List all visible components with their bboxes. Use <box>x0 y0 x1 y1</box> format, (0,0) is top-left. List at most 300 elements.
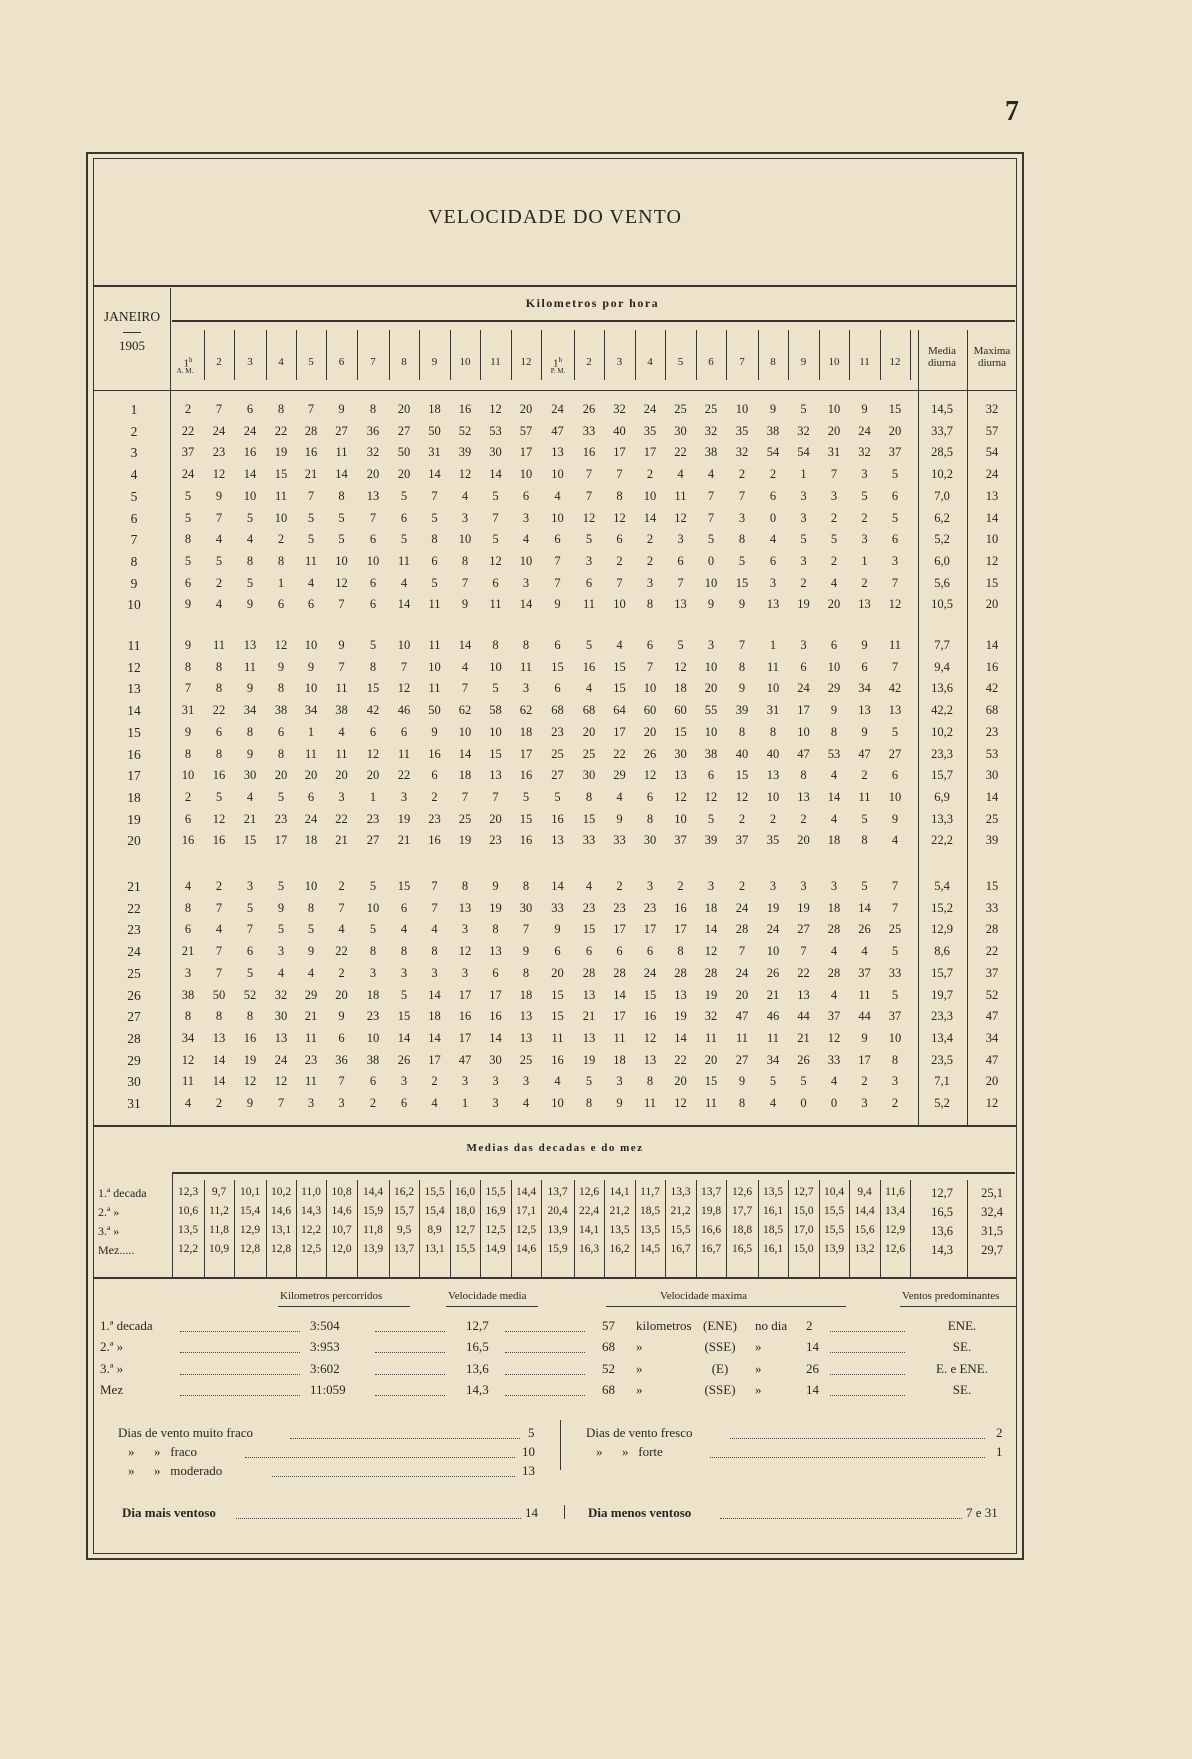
hourly-value: 8 <box>585 789 593 804</box>
hourly-value: 24 <box>274 1052 288 1067</box>
hourly-value: 5 <box>492 488 499 503</box>
hourly-value: 28 <box>735 922 749 937</box>
decade-hour-value: 13,5 <box>609 1224 630 1236</box>
hourly-value: 16 <box>428 833 441 848</box>
hourly-value: 30 <box>674 746 687 761</box>
hourly-value: 5 <box>338 510 345 525</box>
hourly-value: 18 <box>827 833 841 848</box>
hourly-value: 47 <box>797 746 810 761</box>
hourly-value: 35 <box>766 833 780 848</box>
hourly-value: 47 <box>551 423 564 438</box>
hourly-value: 9 <box>338 402 345 416</box>
summary-max: 68 <box>602 1382 615 1397</box>
hourly-value: 7 <box>215 944 223 959</box>
hourly-value: 12 <box>674 1096 687 1110</box>
kph-header: Kilometros por hora <box>525 296 660 310</box>
hourly-value: 37 <box>674 833 687 848</box>
hourly-value: 12 <box>212 467 226 482</box>
decade-hour-value: 13,9 <box>547 1224 568 1236</box>
decade-hour-value: 18,0 <box>454 1205 476 1217</box>
decade-hour-value: 12,6 <box>884 1243 906 1255</box>
hourly-value: 12 <box>335 575 348 590</box>
hourly-value: 31 <box>766 703 780 718</box>
summary-km: 3:504 <box>310 1318 340 1333</box>
hourly-value: 6 <box>646 638 654 652</box>
hourly-value: 6 <box>554 532 561 547</box>
hourly-value: 8 <box>800 768 807 783</box>
decade-hour-value: 13,7 <box>393 1243 415 1255</box>
hourly-value: 16 <box>674 900 687 915</box>
hour-col-rule <box>389 330 390 380</box>
hourly-value: 25 <box>674 402 687 416</box>
hourly-value: 5 <box>215 789 223 804</box>
hourly-value: 20 <box>274 768 288 783</box>
hourly-value: 13 <box>489 944 502 959</box>
summary-unit: » <box>636 1382 643 1397</box>
hourly-value: 27 <box>888 746 902 761</box>
decade-hour-value: 17,1 <box>515 1205 537 1217</box>
decade-hour-value: 15,0 <box>793 1205 814 1217</box>
decade-hour-value: 15,5 <box>823 1224 845 1236</box>
dias-forte-label: » » forte <box>596 1444 663 1459</box>
hourly-value: 16 <box>458 402 472 416</box>
hourly-value: 15 <box>613 681 626 696</box>
decade-hour-value: 13,9 <box>362 1243 384 1255</box>
maxima-value: 47 <box>985 1052 999 1067</box>
hourly-value: 53 <box>827 746 841 761</box>
day-label: 24 <box>127 944 141 960</box>
hourly-value: 10 <box>366 1030 380 1045</box>
hourly-value: 8 <box>431 532 438 547</box>
hourly-value: 22 <box>335 944 348 959</box>
hourly-value: 4 <box>616 789 623 804</box>
dias-divider-bottom <box>564 1505 565 1519</box>
hourly-value: 21 <box>797 1030 810 1045</box>
decade-hour-value: 11,0 <box>301 1186 321 1198</box>
dots <box>830 1331 905 1332</box>
hourly-value: 32 <box>735 445 749 460</box>
hourly-value: 24 <box>643 402 657 416</box>
hourly-value: 1 <box>461 1096 469 1110</box>
hourly-value: 13 <box>643 1052 657 1067</box>
hourly-value: 11 <box>858 789 871 804</box>
hourly-value: 38 <box>766 423 780 438</box>
hourly-value: 9 <box>769 402 777 416</box>
hourly-value: 24 <box>181 467 195 482</box>
hourly-value: 23 <box>489 833 502 848</box>
hourly-value: 3 <box>338 1096 345 1110</box>
hourly-value: 32 <box>274 987 288 1002</box>
decade-hour-value: 9,5 <box>396 1224 412 1236</box>
hourly-value: 11 <box>888 638 902 652</box>
hour-col-rule <box>696 330 697 380</box>
hourly-value: 15 <box>582 922 596 937</box>
hourly-value: 5 <box>891 987 899 1002</box>
hourly-value: 2 <box>861 1074 868 1089</box>
hourly-value: 2 <box>861 510 868 525</box>
hourly-value: 5 <box>861 488 868 503</box>
dias-fraco-label: » » fraco <box>128 1444 197 1459</box>
hourly-value: 7 <box>891 879 899 893</box>
hourly-value: 3 <box>891 1074 899 1089</box>
hourly-value: 5 <box>891 510 899 525</box>
hourly-value: 6 <box>400 900 408 915</box>
decade-hour-value: 14,1 <box>609 1186 630 1198</box>
hourly-value: 30 <box>243 768 257 783</box>
hourly-value: 13 <box>797 789 810 804</box>
hourly-value: 14 <box>212 1074 226 1089</box>
hourly-value: 3 <box>400 1074 408 1089</box>
hourly-value: 8 <box>246 553 254 568</box>
decade-hour-value: 12,5 <box>485 1224 506 1236</box>
hourly-value: 4 <box>215 597 223 612</box>
hourly-value: 17 <box>274 833 288 848</box>
hourly-value: 0 <box>707 553 715 568</box>
hourly-value: 4 <box>769 1096 777 1110</box>
media-value: 28,5 <box>931 445 953 460</box>
decade-media-value: 14,3 <box>931 1243 953 1257</box>
hourly-value: 21 <box>304 467 318 482</box>
day-label: 19 <box>127 811 141 827</box>
month-dash <box>123 332 141 333</box>
hourly-value: 8 <box>215 681 223 696</box>
hourly-value: 7 <box>461 681 469 696</box>
day-label: 3 <box>130 445 138 461</box>
hourly-value: 50 <box>428 423 441 438</box>
hourly-value: 20 <box>827 423 841 438</box>
hourly-value: 8 <box>769 724 777 739</box>
hour-header: 11 <box>859 356 870 368</box>
hourly-value: 47 <box>858 746 871 761</box>
hourly-value: 37 <box>181 445 195 460</box>
maxima-value: 57 <box>985 423 999 438</box>
header-rule <box>93 390 1017 391</box>
hourly-value: 20 <box>674 1074 687 1089</box>
decade-hour-value: 16,9 <box>485 1205 506 1217</box>
hourly-value: 53 <box>489 423 502 438</box>
hourly-value: 23 <box>366 811 380 826</box>
hourly-value: 6 <box>585 575 593 590</box>
hourly-value: 5 <box>492 532 499 547</box>
hourly-value: 31 <box>827 445 841 460</box>
month-label: JANEIRO <box>103 309 161 324</box>
hour-header: 3 <box>247 356 253 368</box>
hourly-value: 5 <box>492 681 499 696</box>
hourly-value: 11 <box>643 1096 657 1110</box>
decade-hour-value: 10,2 <box>270 1186 292 1198</box>
dias-muito-fraco: 5 <box>528 1425 535 1440</box>
decade-hour-value: 10,9 <box>208 1243 230 1255</box>
decade-hour-value: 22,4 <box>578 1205 600 1217</box>
dots <box>375 1374 445 1375</box>
hour-header: 9 <box>800 356 807 368</box>
dia-menos-ventoso-label: Dia menos ventoso <box>588 1505 692 1520</box>
hourly-value: 14 <box>613 987 626 1002</box>
hourly-value: 32 <box>704 423 718 438</box>
hourly-value: 8 <box>369 659 377 674</box>
hourly-value: 21 <box>304 1009 318 1024</box>
hourly-value: 11 <box>304 553 318 568</box>
maxima-value: 10 <box>985 532 999 547</box>
hourly-value: 10 <box>643 681 657 696</box>
media-value: 14,5 <box>931 402 953 416</box>
hourly-value: 9 <box>338 1009 345 1024</box>
hourly-value: 20 <box>582 724 596 739</box>
hourly-value: 6 <box>554 944 561 959</box>
hourly-value: 13 <box>519 1009 533 1024</box>
hourly-value: 24 <box>858 423 871 438</box>
hourly-value: 8 <box>338 488 345 503</box>
hourly-value: 31 <box>181 703 195 718</box>
hourly-value: 11 <box>489 597 502 612</box>
hourly-value: 24 <box>766 922 780 937</box>
hourly-value: 3 <box>800 553 807 568</box>
hourly-value: 17 <box>797 703 810 718</box>
hourly-value: 7 <box>338 900 345 915</box>
decade-hour-value: 16,2 <box>393 1186 415 1198</box>
hour-header: 10 <box>459 356 471 368</box>
hourly-value: 30 <box>489 445 502 460</box>
hourly-value: 15 <box>243 833 257 848</box>
maxima-value: 37 <box>985 965 999 980</box>
hourly-value: 3 <box>246 879 254 893</box>
hourly-value: 10 <box>735 402 749 416</box>
hourly-value: 11 <box>304 1030 318 1045</box>
hourly-value: 7 <box>585 488 593 503</box>
hourly-value: 4 <box>830 811 838 826</box>
maxima-value: 12 <box>985 1096 999 1110</box>
dots <box>272 1476 515 1477</box>
hourly-value: 10 <box>704 575 718 590</box>
hourly-value: 26 <box>582 402 596 416</box>
decade-hour-value: 12,8 <box>239 1243 261 1255</box>
summary-media: 13,6 <box>466 1361 489 1376</box>
hourly-value: 6 <box>800 659 807 674</box>
summary-media: 12,7 <box>466 1318 489 1333</box>
hourly-value: 38 <box>704 445 718 460</box>
hourly-value: 25 <box>458 811 472 826</box>
maxima-value: 53 <box>985 746 999 761</box>
decade-hour-value: 13,1 <box>270 1224 292 1236</box>
hour-header: 12 <box>520 356 532 368</box>
media-value: 7,0 <box>934 488 950 503</box>
hourly-value: 6 <box>338 1030 345 1045</box>
hourly-value: 8 <box>431 944 438 959</box>
hourly-value: 1 <box>769 638 777 652</box>
summary-media-rule <box>446 1306 538 1307</box>
hourly-value: 8 <box>184 746 192 761</box>
hourly-value: 5 <box>400 488 408 503</box>
year-label: 1905 <box>119 338 145 353</box>
hourly-value: 19 <box>397 811 411 826</box>
summary-km: 3:602 <box>310 1361 340 1376</box>
decade-max-value: 31,5 <box>981 1224 1003 1238</box>
decade-hour-value: 14,9 <box>485 1243 506 1255</box>
hourly-value: 12 <box>458 944 472 959</box>
hourly-value: 21 <box>766 987 780 1002</box>
decade-hour-value: 12,3 <box>177 1186 199 1198</box>
media-value: 12,9 <box>931 922 953 937</box>
dots <box>710 1457 985 1458</box>
hourly-value: 21 <box>335 833 348 848</box>
hourly-value: 0 <box>800 1096 807 1110</box>
decade-media-value: 13,6 <box>931 1224 953 1238</box>
day-label: 16 <box>127 746 141 762</box>
hourly-value: 4 <box>861 944 868 959</box>
hourly-value: 3 <box>707 879 715 893</box>
hourly-value: 16 <box>304 445 318 460</box>
maxima-value: 32 <box>985 402 999 416</box>
hour-header: 1$^h$ <box>183 356 193 370</box>
decade-hour-value: 13,5 <box>639 1224 661 1236</box>
hour-header: 3 <box>616 356 623 368</box>
decade-hour-value: 15,7 <box>393 1205 415 1217</box>
hourly-value: 1 <box>800 467 807 482</box>
hourly-value: 6 <box>891 532 899 547</box>
hourly-value: 5 <box>677 638 684 652</box>
dots <box>505 1352 585 1353</box>
hourly-value: 20 <box>335 768 348 783</box>
maxima-header: Maxima diurna <box>973 345 1011 369</box>
hourly-value: 3 <box>492 1074 499 1089</box>
hourly-value: 6 <box>369 575 377 590</box>
media-value: 15,7 <box>931 768 953 783</box>
hourly-value: 7 <box>554 575 561 590</box>
hour-header: 4 <box>278 356 284 368</box>
hourly-value: 57 <box>519 423 533 438</box>
hourly-value: 33 <box>551 900 564 915</box>
hourly-value: 17 <box>519 445 533 460</box>
dia-menos-ventoso: 7 e 31 <box>966 1505 998 1520</box>
hourly-value: 29 <box>304 987 318 1002</box>
hourly-value: 4 <box>830 1074 838 1089</box>
hourly-value: 5 <box>738 553 746 568</box>
hourly-value: 11 <box>428 597 441 612</box>
media-value: 5,4 <box>934 879 950 893</box>
hourly-value: 9 <box>492 879 499 893</box>
hourly-value: 5 <box>246 965 254 980</box>
hourly-value: 15 <box>735 575 749 590</box>
hourly-value: 5 <box>585 638 593 652</box>
hourly-value: 7 <box>646 659 654 674</box>
maxima-value: 14 <box>985 789 999 804</box>
summary-km: 3:953 <box>310 1339 340 1354</box>
hourly-value: 27 <box>366 833 380 848</box>
maxima-value: 12 <box>985 553 999 568</box>
hourly-value: 34 <box>858 681 871 696</box>
hourly-value: 15 <box>366 681 380 696</box>
hourly-value: 3 <box>522 575 530 590</box>
hourly-value: 5 <box>246 510 254 525</box>
hourly-value: 8 <box>277 553 285 568</box>
hourly-value: 20 <box>304 768 318 783</box>
hourly-value: 4 <box>184 879 192 893</box>
hourly-value: 22 <box>397 768 411 783</box>
day-label: 30 <box>127 1074 141 1090</box>
hourly-value: 5 <box>585 532 593 547</box>
hourly-value: 8 <box>738 1096 746 1110</box>
hourly-value: 23 <box>582 900 596 915</box>
hourly-value: 9 <box>277 659 285 674</box>
hourly-value: 3 <box>522 1074 530 1089</box>
hourly-value: 18 <box>827 900 841 915</box>
hourly-value: 6 <box>646 789 654 804</box>
hourly-value: 5 <box>861 879 868 893</box>
hourly-value: 8 <box>646 811 654 826</box>
decade-hour-value: 11,7 <box>640 1186 660 1198</box>
hourly-value: 8 <box>522 879 530 893</box>
hourly-value: 3 <box>646 575 654 590</box>
hourly-value: 5 <box>861 811 868 826</box>
hourly-value: 24 <box>304 811 318 826</box>
decade-hour-value: 15,6 <box>854 1224 875 1236</box>
hour-header: 8 <box>770 356 776 368</box>
hour-col-rule <box>880 330 881 380</box>
hourly-value: 7 <box>431 488 438 503</box>
hourly-value: 16 <box>519 768 533 783</box>
hourly-value: 6 <box>769 488 777 503</box>
maxima-value: 15 <box>985 879 999 893</box>
hourly-value: 15 <box>519 811 533 826</box>
hourly-value: 12 <box>613 510 626 525</box>
hour-col-rule <box>574 330 575 380</box>
hourly-value: 15 <box>613 659 626 674</box>
hourly-value: 8 <box>277 402 285 416</box>
hourly-value: 24 <box>212 423 226 438</box>
hourly-value: 6 <box>492 575 499 590</box>
decade-hour-value: 14,4 <box>362 1186 384 1198</box>
hourly-value: 10 <box>181 768 195 783</box>
hour-col-rule <box>819 330 820 380</box>
hourly-value: 8 <box>522 965 530 980</box>
hourly-value: 20 <box>888 423 902 438</box>
decade-hour-value: 14,5 <box>639 1243 661 1255</box>
hourly-value: 9 <box>554 922 561 937</box>
decade-hour-value: 19,8 <box>700 1205 722 1217</box>
maxima-value: 14 <box>985 510 999 525</box>
hourly-value: 10 <box>489 659 502 674</box>
hourly-value: 8 <box>616 488 623 503</box>
decade-hour-value: 9,7 <box>211 1186 227 1198</box>
hourly-value: 13 <box>551 833 564 848</box>
decade-hour-value: 21,2 <box>670 1205 691 1217</box>
hourly-value: 44 <box>797 1009 810 1024</box>
hourly-value: 3 <box>800 510 807 525</box>
hourly-value: 11 <box>304 746 318 761</box>
hourly-value: 14 <box>335 467 348 482</box>
media-value: 42,2 <box>931 703 953 718</box>
hourly-value: 15 <box>489 746 502 761</box>
decade-hour-value: 16,6 <box>700 1224 722 1236</box>
hourly-value: 11 <box>582 597 596 612</box>
summary-ventos-header: Ventos predominantes <box>902 1290 1000 1302</box>
dots <box>236 1518 521 1519</box>
hourly-value: 52 <box>243 987 257 1002</box>
hour-col-rule <box>665 330 666 380</box>
hourly-value: 9 <box>431 724 438 739</box>
hourly-value: 13 <box>674 768 687 783</box>
hour-header: 10 <box>828 356 840 368</box>
hour-header: 2 <box>586 356 592 368</box>
hourly-value: 8 <box>246 1009 254 1024</box>
summary-vento: SE. <box>952 1339 972 1354</box>
hourly-value: 7 <box>830 467 838 482</box>
hourly-value: 7 <box>461 575 469 590</box>
hourly-value: 8 <box>861 833 868 848</box>
hourly-value: 13 <box>888 703 902 718</box>
hourly-value: 19 <box>766 900 780 915</box>
summary-dia-word: » <box>755 1361 762 1376</box>
